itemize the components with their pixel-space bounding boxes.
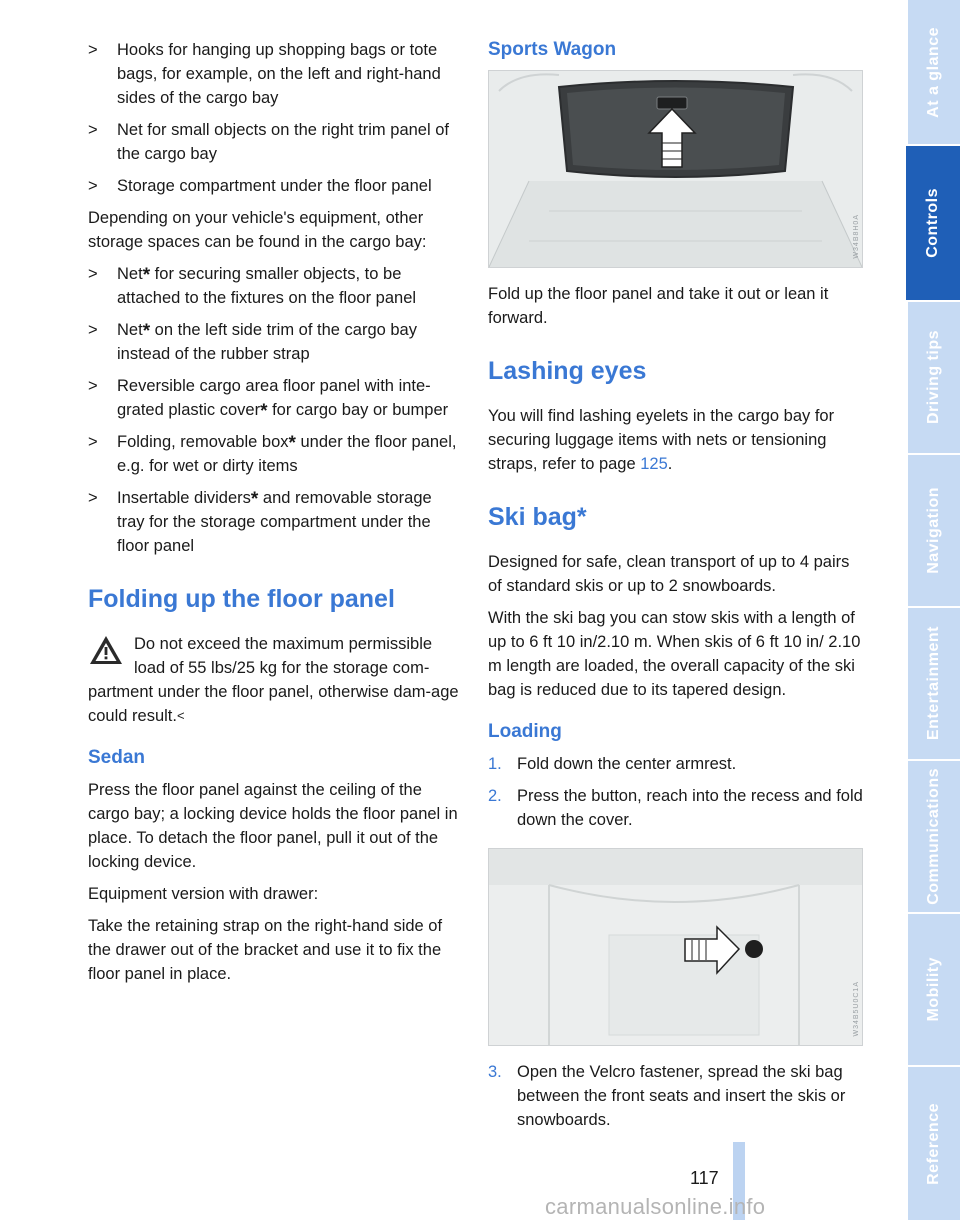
sedan-paragraph-1: Press the floor panel against the ceiling of the cargo bay; a locking device holds the floor panel in place. To detach the floor panel, pull it out of the locking device.: [88, 781, 458, 871]
bullet-mark: >: [88, 377, 98, 395]
end-mark: <: [176, 708, 185, 723]
ski-paragraph-2: With the ski bag you can stow skis with a length of up to 6 ft 10 in/2.10 m. When skis of 6 ft 10 in/ 2.10 m length are loaded, the overall capacity of the ski bag is reduced due to its tapered design.: [488, 609, 861, 699]
figure-code: W34B5U0C1A: [853, 981, 860, 1037]
page-reference-link[interactable]: 125: [640, 455, 668, 473]
sidebar-tab-driving-tips[interactable]: Driving tips: [908, 302, 960, 455]
storage-intro: Depending on your vehicle's equipment, other storage spaces can be found in the cargo bay:: [88, 209, 427, 251]
sidebar-tab-entertainment[interactable]: Entertainment: [908, 608, 960, 761]
left-column: [88, 38, 463, 994]
sidebar-tab-communications[interactable]: Communications: [908, 761, 960, 914]
sedan-paragraph-2: Equipment version with drawer:: [88, 885, 319, 903]
bullet-mark: >: [88, 177, 98, 195]
sidebar-tab-controls[interactable]: Controls: [906, 146, 960, 302]
figure-cargo-floor-panel: [488, 70, 863, 268]
bullet-mark: >: [88, 265, 98, 283]
bullet-mark: >: [88, 489, 98, 507]
heading-loading: Loading: [488, 721, 562, 742]
bullet-list-equipment: [88, 262, 463, 558]
warning-note: Do not exceed the maximum permissible load of 55 lbs/25 kg for the storage com-partment under the floor panel, otherwise dam-age could result.<: [88, 635, 459, 725]
optional-star: *: [288, 433, 296, 454]
figure-code: W34B8H0A: [853, 214, 860, 259]
page-number: 117: [690, 1168, 719, 1188]
optional-star: *: [250, 489, 259, 510]
list-item: 2. Press the button, reach into the recess and fold down the cover.: [488, 787, 863, 829]
heading-sports-wagon: Sports Wagon: [488, 39, 617, 60]
sidebar-tab-reference[interactable]: Reference: [925, 1102, 942, 1185]
optional-star: *: [142, 265, 151, 286]
heading-lashing-eyes: Lashing eyes: [488, 357, 647, 385]
right-column: [488, 38, 863, 1140]
heading-ski-bag: Ski bag*: [488, 503, 587, 531]
list-item: > Insertable dividers* and removable storage tray for the storage compartment under the floor panel: [88, 486, 463, 558]
list-item: > Net for small objects on the right trim panel of the cargo bay: [88, 118, 463, 166]
sidebar-tab-mobility[interactable]: Mobility: [908, 914, 960, 1067]
bullet-mark: >: [88, 121, 98, 139]
heading-folding-floor-panel: Folding up the floor panel: [88, 585, 395, 613]
ski-paragraph-1: Designed for safe, clean transport of up to 4 pairs of standard skis or up to 2 snowboards.: [488, 553, 850, 595]
list-item: > Storage compartment under the floor panel: [88, 174, 463, 198]
cargo-bay-illustration: [489, 71, 862, 267]
list-item: > Hooks for hanging up shopping bags or tote bags, for example, on the left and right-hand sides of the cargo bay: [88, 38, 463, 110]
lashing-paragraph: You will find lashing eyelets in the cargo bay for securing luggage items with nets or tensioning straps, refer to page 125.: [488, 407, 835, 473]
list-item: > Net* on the left side trim of the cargo bay instead of the rubber strap: [88, 318, 463, 366]
list-item: > Reversible cargo area floor panel with inte-grated plastic cover* for cargo bay or bumper: [88, 374, 463, 422]
optional-star: *: [260, 401, 268, 422]
wagon-paragraph: Fold up the floor panel and take it out or lean it forward.: [488, 285, 829, 327]
bullet-mark: >: [88, 433, 98, 451]
sedan-paragraph-3: Take the retaining strap on the right-hand side of the drawer out of the bracket and use it to fix the floor panel in place.: [88, 917, 443, 983]
heading-sedan: Sedan: [88, 747, 146, 768]
list-item: > Folding, removable box* under the floor panel, e.g. for wet or dirty items: [88, 430, 463, 478]
optional-star: *: [142, 321, 151, 342]
chapter-sidebar: [908, 0, 960, 1220]
loading-steps: [488, 752, 863, 832]
sidebar-tab-at-a-glance[interactable]: At a glance: [908, 0, 960, 146]
list-item: 3. Open the Velcro fastener, spread the ski bag between the front seats and insert the skis or snowboards.: [488, 1063, 846, 1129]
list-item: > Net* for securing smaller objects, to be attached to the fixtures on the floor panel: [88, 262, 463, 310]
warning-triangle-icon: [88, 634, 124, 666]
watermark: carmanualsonline.info: [545, 1194, 766, 1219]
figure-armrest-cover: [488, 848, 863, 1046]
sidebar-tab-navigation[interactable]: Navigation: [908, 455, 960, 608]
armrest-illustration: [489, 849, 862, 1045]
bullet-mark: >: [88, 321, 98, 339]
bullet-list-cargo: [88, 38, 463, 198]
list-item: 1. Fold down the center armrest.: [488, 755, 737, 773]
bullet-mark: >: [88, 41, 98, 59]
